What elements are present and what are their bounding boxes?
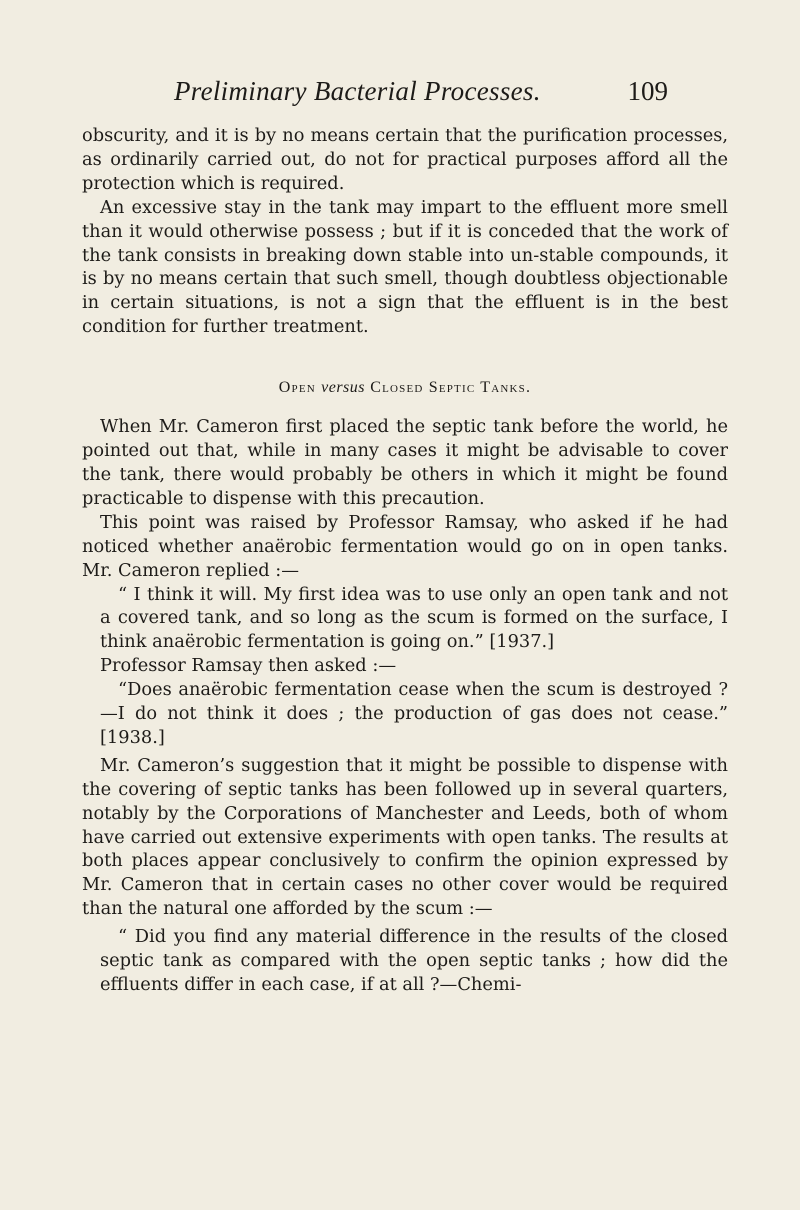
paragraph-ramsay-question: This point was raised by Professor Ramsay, who asked if he had noticed whether anaërobic fermentation would go on in open tanks. Mr. Cameron replied :— <box>82 511 728 581</box>
quote-cameron-reply: “ I think it will. My first idea was to use only an open tank and not a covered tank, and so long as the scum is formed on the surface, I think anaërobic fermentation is going on.” [1937.] <box>100 583 728 653</box>
quote-scum-destroyed: “Does anaërobic fermentation cease when the scum is destroyed ?—I do not think it does ; the production of gas does not cease.” [1938.] <box>100 679 728 748</box>
section-heading-italic: versus <box>321 379 365 397</box>
paragraph-continuation: obscurity, and it is by no means certain that the purification processes, as ordinarily carried out, do not for practical purposes afford all the protection which is required. <box>82 125 728 194</box>
paragraph-cameron-first: When Mr. Cameron first placed the septic tank before the world, he pointed out that, while in many cases it might be advisable to cover the tank, there would probably be others in which it might be found practicable to dispense with this precaution. <box>82 416 728 509</box>
paragraph-cameron-suggestion: Mr. Cameron’s suggestion that it might be possible to dispense with the covering of septic tanks has been followed up in several quarters, notably by the Corporations of Manchester and Leeds, both of whom have carried out extensive experiments with open tanks. The results at both places appear conclusively to confirm the opinion expressed by Mr. Cameron that in certain cases no other cover would be required than the natural one afforded by the scum :— <box>82 754 728 920</box>
section-heading-part1: Open <box>278 379 322 397</box>
paragraph-ramsay-asked: Professor Ramsay then asked :— <box>100 655 397 677</box>
running-title: Preliminary Bacterial Processes. <box>174 76 541 106</box>
section-heading <box>82 379 728 397</box>
quote-material-difference: “ Did you find any material difference in the results of the closed septic tank as compared with the open septic tanks ; how did the effluents differ in each case, if at all ?—Chemi- <box>100 926 728 995</box>
body-text <box>82 124 728 997</box>
paragraph-excessive-stay: An excessive stay in the tank may impart to the effluent more smell than it would otherwise possess ; but if it is conceded that the work of the tank consists in breaking down stable into un-stable compounds, it is by no means certain that such smell, though doubtless objectionable in certain situations, is not a sign that the effluent is in the best condition for further treatment. <box>82 196 728 338</box>
section-heading-part2: Closed Septic Tanks. <box>365 379 532 397</box>
page-number: 109 <box>627 76 668 106</box>
running-head <box>170 76 700 112</box>
